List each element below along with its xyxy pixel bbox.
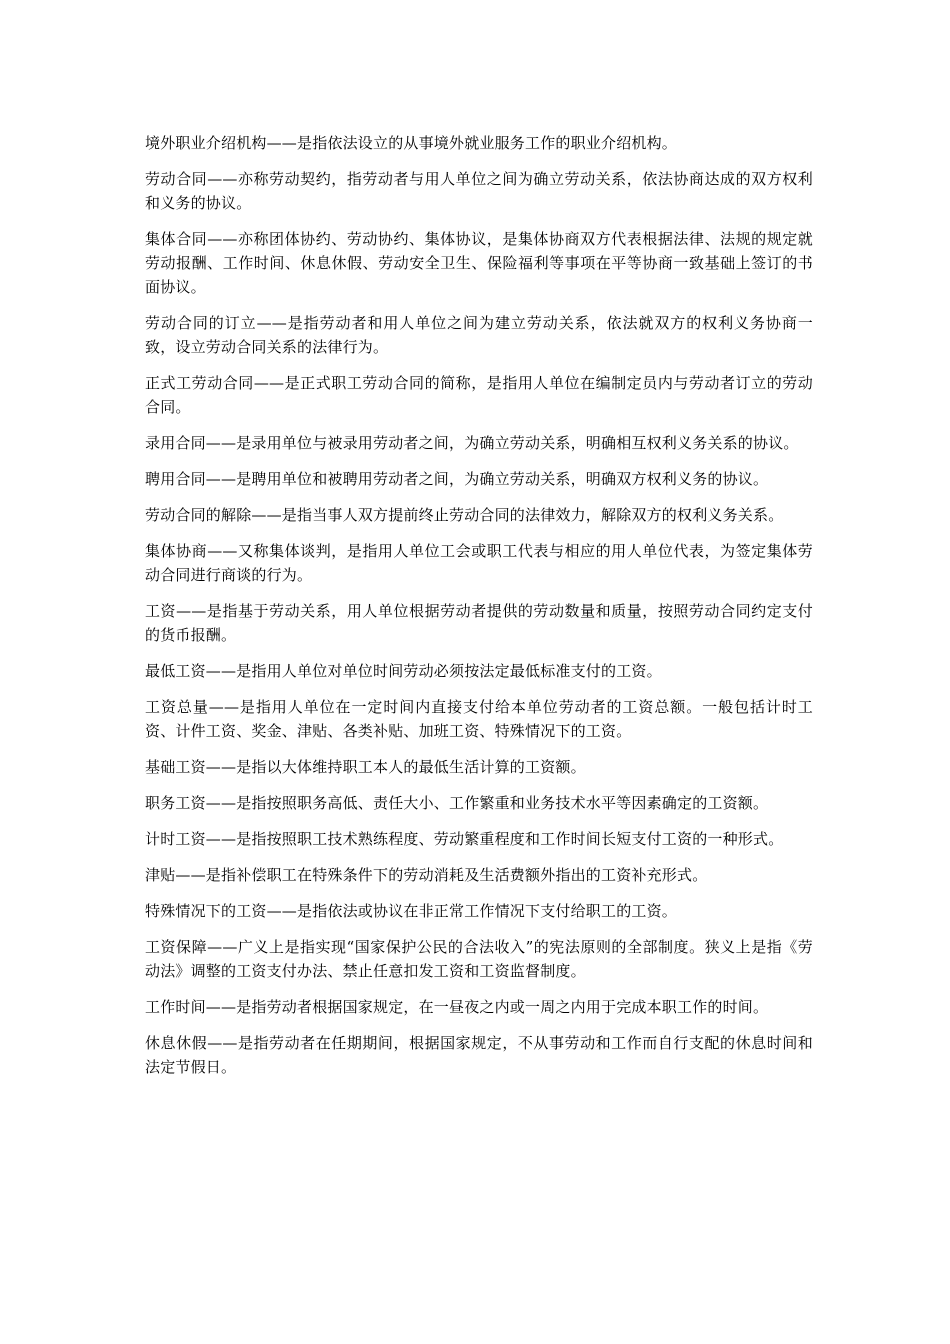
definition-paragraph: 津贴——是指补偿职工在特殊条件下的劳动消耗及生活费额外指出的工资补充形式。: [145, 866, 708, 884]
definition-paragraph: 劳动合同——亦称劳动契约，指劳动者与用人单位之间为确立劳动关系，依法协商达成的双方权利和义务的协议。: [145, 170, 813, 212]
definition-paragraph: 聘用合同——是聘用单位和被聘用劳动者之间，为确立劳动关系，明确双方权利义务的协议。: [145, 470, 769, 488]
definition-paragraph: 特殊情况下的工资——是指依法或协议在非正常工作情况下支付给职工的工资。: [145, 902, 678, 920]
definition-paragraph: 集体合同——亦称团体协约、劳动协约、集体协议，是集体协商双方代表根据法律、法规的规定就劳动报酬、工作时间、休息休假、劳动安全卫生、保险福利等事项在平等协商一致基础上签订的书面协议。: [145, 230, 813, 296]
definition-paragraph: 工资——是指基于劳动关系，用人单位根据劳动者提供的劳动数量和质量，按照劳动合同约定支付的货币报酬。: [145, 602, 813, 644]
definition-paragraph: 休息休假——是指劳动者在任期期间，根据国家规定，不从事劳动和工作而自行支配的休息时间和法定节假日。: [145, 1034, 813, 1076]
definition-paragraph: 劳动合同的解除——是指当事人双方提前终止劳动合同的法律效力，解除双方的权利义务关系。: [145, 506, 784, 524]
definition-paragraph: 正式工劳动合同——是正式职工劳动合同的简称，是指用人单位在编制定员内与劳动者订立的劳动合同。: [145, 374, 813, 416]
definition-paragraph: 境外职业介绍机构——是指依法设立的从事境外就业服务工作的职业介绍机构。: [145, 134, 678, 152]
definition-paragraph: 工资总量——是指用人单位在一定时间内直接支付给本单位劳动者的工资总额。一般包括计时工资、计件工资、奖金、津贴、各类补贴、加班工资、特殊情况下的工资。: [145, 698, 813, 740]
definition-paragraph: 最低工资——是指用人单位对单位时间劳动必须按法定最低标准支付的工资。: [145, 662, 662, 680]
definition-paragraph: 职务工资——是指按照职务高低、责任大小、工作繁重和业务技术水平等因素确定的工资额。: [145, 794, 769, 812]
definition-paragraph: 录用合同——是录用单位与被录用劳动者之间，为确立劳动关系，明确相互权利义务关系的协议。: [145, 434, 799, 452]
definition-paragraph: 工资保障——广义上是指实现“国家保护公民的合法收入”的宪法原则的全部制度。狭义上是指《劳动法》调整的工资支付办法、禁止任意扣发工资和工资监督制度。: [145, 938, 813, 980]
document-body: [145, 131, 813, 1091]
definition-paragraph: 集体协商——又称集体谈判，是指用人单位工会或职工代表与相应的用人单位代表，为签定集体劳动合同进行商谈的行为。: [145, 542, 813, 584]
definition-paragraph: 劳动合同的订立——是指劳动者和用人单位之间为建立劳动关系，依法就双方的权利义务协商一致，设立劳动合同关系的法律行为。: [145, 314, 813, 356]
definition-paragraph: 基础工资——是指以大体维持职工本人的最低生活计算的工资额。: [145, 758, 586, 776]
definition-paragraph: 工作时间——是指劳动者根据国家规定，在一昼夜之内或一周之内用于完成本职工作的时间。: [145, 998, 769, 1016]
definition-paragraph: 计时工资——是指按照职工技术熟练程度、劳动繁重程度和工作时间长短支付工资的一种形式。: [145, 830, 784, 848]
